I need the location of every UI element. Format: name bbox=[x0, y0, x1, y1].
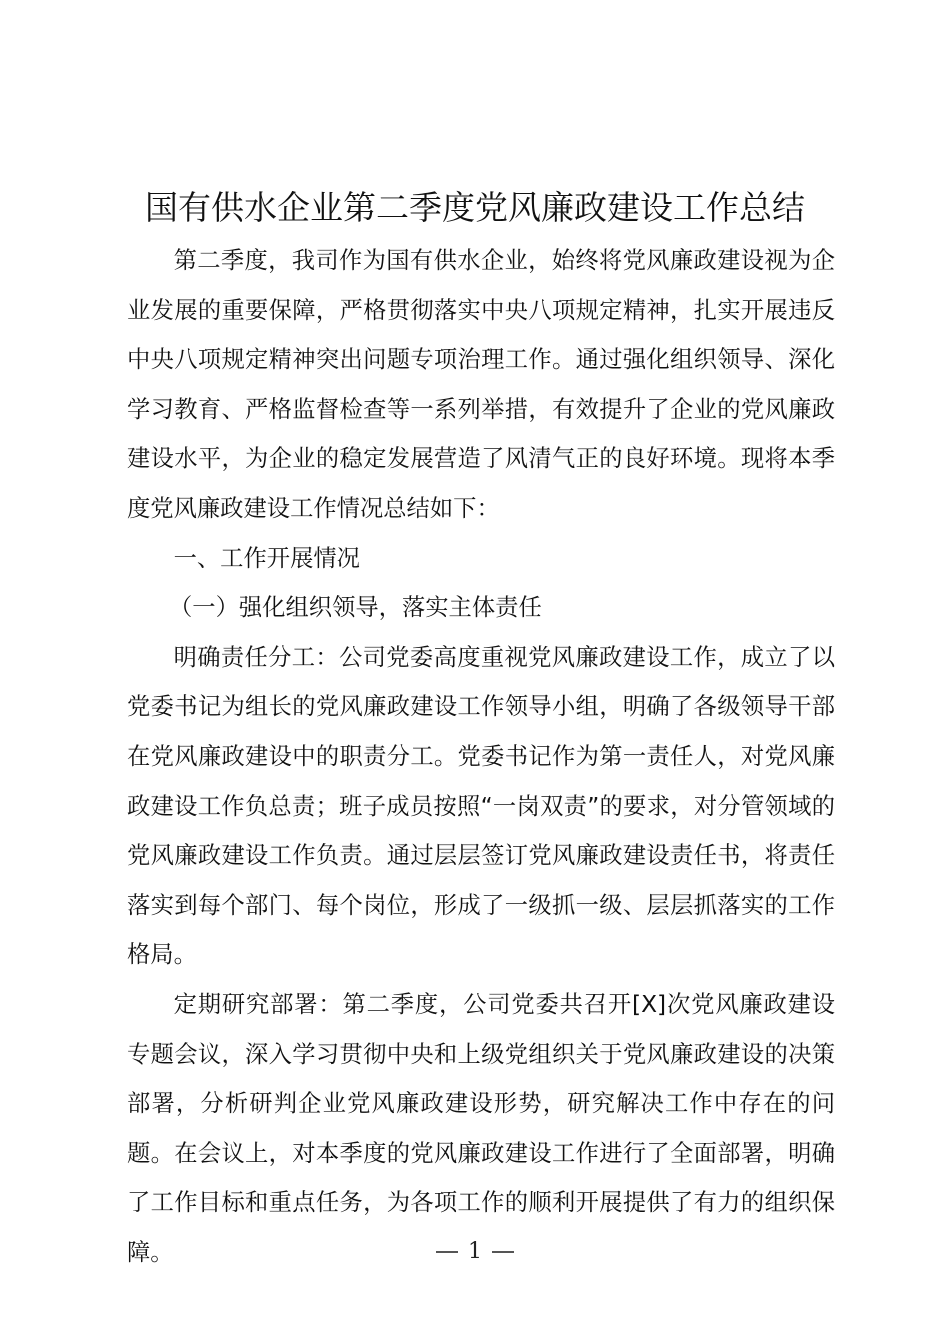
responsibility-paragraph: 明确责任分工：公司党委高度重视党风廉政建设工作，成立了以党委书记为组长的党风廉政建设工作领导小组，明确了各级领导干部在党风廉政建设中的职责分工。党委书记作为第一责任人，对党风廉政建设工作负总责；班子成员按照“一岗双责”的要求，对分管领域的党风廉政建设工作负责。通过层层签订党风廉政建设责任书，将责任落实到每个部门、每个岗位，形成了一级抓一级、层层抓落实的工作格局。 bbox=[127, 643, 835, 969]
section-heading: 一、工作开展情况 bbox=[173, 544, 360, 572]
page-footer bbox=[0, 1237, 950, 1267]
document-title: 国有供水企业第二季度党风廉政建设工作总结 bbox=[145, 188, 805, 227]
document-body bbox=[127, 236, 835, 1277]
subsection-heading: （一）强化组织领导，落实主体责任 bbox=[169, 594, 542, 622]
intro-paragraph: 第二季度，我司作为国有供水企业，始终将党风廉政建设视为企业发展的重要保障，严格贯彻落实中央八项规定精神，扎实开展违反中央八项规定精神突出问题专项治理工作。通过强化组织领导、深化学习教育、严格监督检查等一系列举措，有效提升了企业的党风廉政建设水平，为企业的稳定发展营造了风清气正的良好环境。现将本季度党风廉政建设工作情况总结如下： bbox=[127, 247, 835, 522]
footer-dash-left bbox=[436, 1251, 458, 1253]
footer-dash-right bbox=[492, 1251, 514, 1253]
meetings-paragraph: 定期研究部署：第二季度，公司党委共召开[X]次党风廉政建设专题会议，深入学习贯彻中央和上级党组织关于党风廉政建设的决策部署，分析研判企业党风廉政建设形势，研究解决工作中存在的问题。在会议上，对本季度的党风廉政建设工作进行了全面部署，明确了工作目标和重点任务，为各项工作的顺利开展提供了有力的组织保障。 bbox=[127, 990, 835, 1266]
page-number: 1 bbox=[468, 1239, 482, 1264]
